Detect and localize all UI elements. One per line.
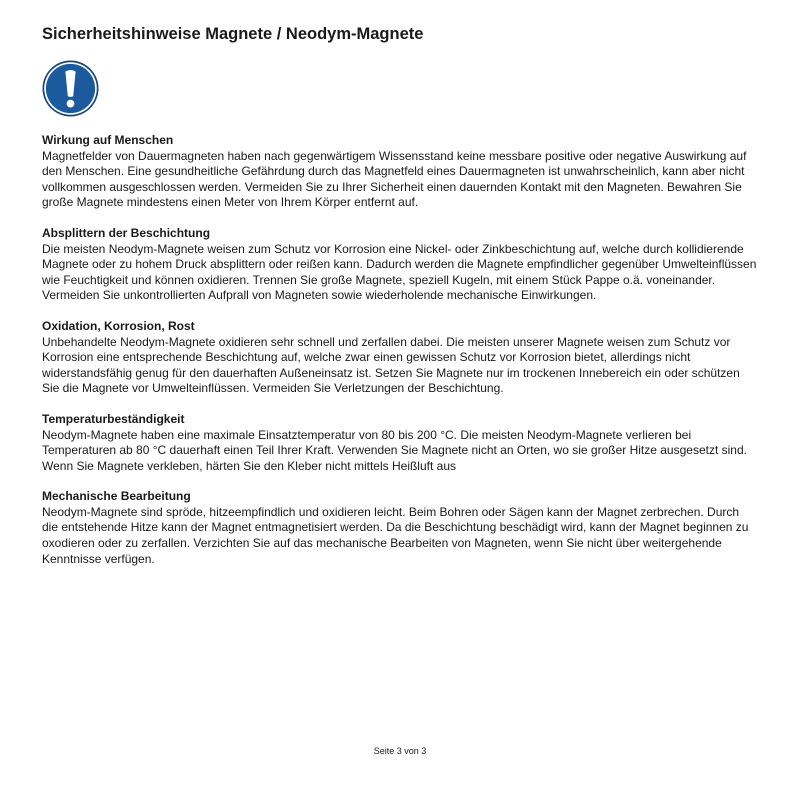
section-heading: Mechanische Bearbeitung [42, 489, 191, 504]
page-number: Seite 3 von 3 [373, 746, 427, 756]
section-body: Unbehandelte Neodym-Magnete oxidieren sehr schnell und zerfallen dabei. Die meisten unserer Magnete weisen zum Schutz vor Korrosion eine entsprechende Beschichtung auf, welche zwar einen gewissen Schutz vor Korrosion bietet, allerdings nicht widerstandsfähig genug für den dauerhaften Außeneinsatz ist. Setzen Sie Magnete nur im trockenen Innebereich ein oder schützen Sie die Magnete vor Umwelteinflüssen. Vermeiden Sie Verletzungen der Beschichtung. [42, 334, 740, 396]
section-heading: Oxidation, Korrosion, Rost [42, 318, 195, 333]
section-body: Magnetfelder von Dauermagneten haben nach gegenwärtigem Wissensstand keine messbare positive oder negative Auswirkung auf den Menschen. Eine gesundheitliche Gefährdung durch das Magnetfeld eines Dauermagneten ist unwahrscheinlich, kann aber nicht vollkommen ausgeschlossen werden. Vermeiden Sie zu Ihrer Sicherheit einen dauernden Kontakt mit den Magneten. Bewahren Sie große Magnete mindestens einen Meter von Ihrem Körper entfernt auf. [42, 148, 747, 210]
section-heading: Absplittern der Beschichtung [42, 225, 211, 240]
section-body: Neodym-Magnete sind spröde, hitzeempfindlich und oxidieren leicht. Beim Bohren oder Sägen kann der Magnet zerbrechen. Durch die entstehende Hitze kann der Magnet entmagnetisiert werden. Da die Beschichtung beschädigt wird, kann der Magnet beginnen zu oxodieren oder zu zerfallen. Verzichten Sie auf das mechanische Bearbeiten von Magneten, wenn Sie nicht über weitergehende Kenntnisse verfügen. [42, 504, 749, 566]
section-heading: Wirkung auf Menschen [42, 133, 174, 147]
section-body: Neodym-Magnete haben eine maximale Einsatztemperatur von 80 bis 200 °C. Die meisten Neodym-Magnete verlieren bei Temperaturen ab 80 °C dauerhaft einen Teil Ihrer Kraft. Verwenden Sie Magnete nicht an Orten, wo sie großer Hitze ausgesetzt sind. Wenn Sie Magnete verkleben, härten Sie den Kleber nicht mittels Heißluft aus [42, 427, 747, 473]
section-absplittern-der-beschichtung [42, 226, 758, 304]
page-title: Sicherheitshinweise Magnete / Neodym-Magnete [42, 25, 424, 43]
section-wirkung-auf-menschen [42, 133, 758, 211]
exclamation-mandatory-icon [42, 60, 99, 117]
section-mechanische-bearbeitung [42, 489, 758, 567]
section-temperaturbestaendigkeit [42, 412, 758, 474]
section-body: Die meisten Neodym-Magnete weisen zum Schutz vor Korrosion eine Nickel- oder Zinkbeschichtung auf, welche durch kollidierende Magnete oder zu hohem Druck absplittern oder reißen kann. Dadurch werden die Magnete empfindlicher gegenüber Umwelteinflüssen wie Feuchtigkeit und können oxidieren. Trennen Sie große Magnete, speziell Kugeln, mit einem Stück Pappe o.ä. voneinander. Vermeiden Sie unkontrollierten Aufprall von Magneten sowie wiederholende mechanische Einwirkungen. [42, 241, 757, 303]
section-heading: Temperaturbeständigkeit [42, 411, 185, 426]
safety-sections [42, 133, 758, 582]
section-oxidation-korrosion-rost [42, 319, 758, 397]
